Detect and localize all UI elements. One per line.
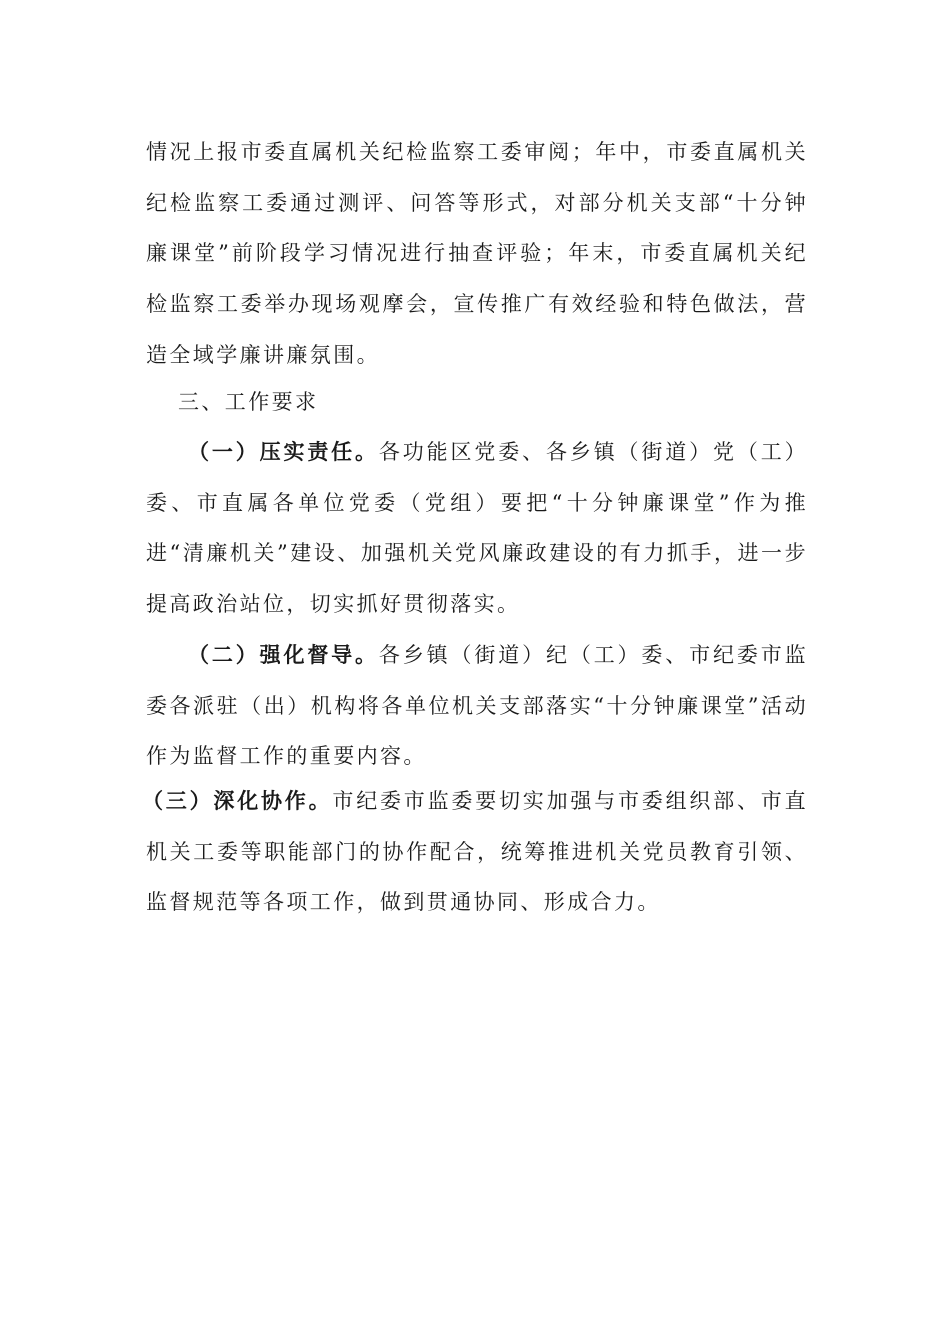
- item-1-lead: （一）压实责任。: [188, 439, 379, 464]
- section-heading: [178, 377, 808, 428]
- requirement-item-3: [142, 776, 809, 928]
- requirement-item-1: [146, 427, 808, 630]
- section-heading-text: 三、工作要求: [178, 390, 319, 414]
- requirement-item-2: [146, 630, 808, 782]
- item-2-lead: （二）强化督导。: [188, 642, 379, 667]
- item-3-lead: （三）深化协作。: [142, 788, 333, 813]
- item-2-body: 各乡镇（街道）纪（工）委、市纪委市监委各派驻（出）机构将各单位机关支部落实“十分钟廉课堂”活动作为监督工作的重要内容。: [146, 643, 809, 769]
- item-1-body: 各功能区党委、各乡镇（街道）党（工）委、市直属各单位党委（党组）要把“十分钟廉课堂”作为推进“清廉机关”建设、加强机关党风廉政建设的有力抓手，进一步提高政治站位，切实抓好贯彻落实。: [146, 440, 809, 617]
- item-3-body: 市纪委市监委要切实加强与市委组织部、市直机关工委等职能部门的协作配合，统筹推进机关党员教育引领、监督规范等各项工作，做到贯通协同、形成合力。: [146, 789, 809, 915]
- paragraph-continuation: [146, 127, 808, 381]
- paragraph-text: 情况上报市委直属机关纪检监察工委审阅；年中，市委直属机关纪检监察工委通过测评、问答等形式，对部分机关支部“十分钟廉课堂”前阶段学习情况进行抽查评验；年末，市委直属机关纪检监察工委举办现场观摩会，宣传推广有效经验和特色做法，营造全域学廉讲廉氛围。: [146, 140, 808, 367]
